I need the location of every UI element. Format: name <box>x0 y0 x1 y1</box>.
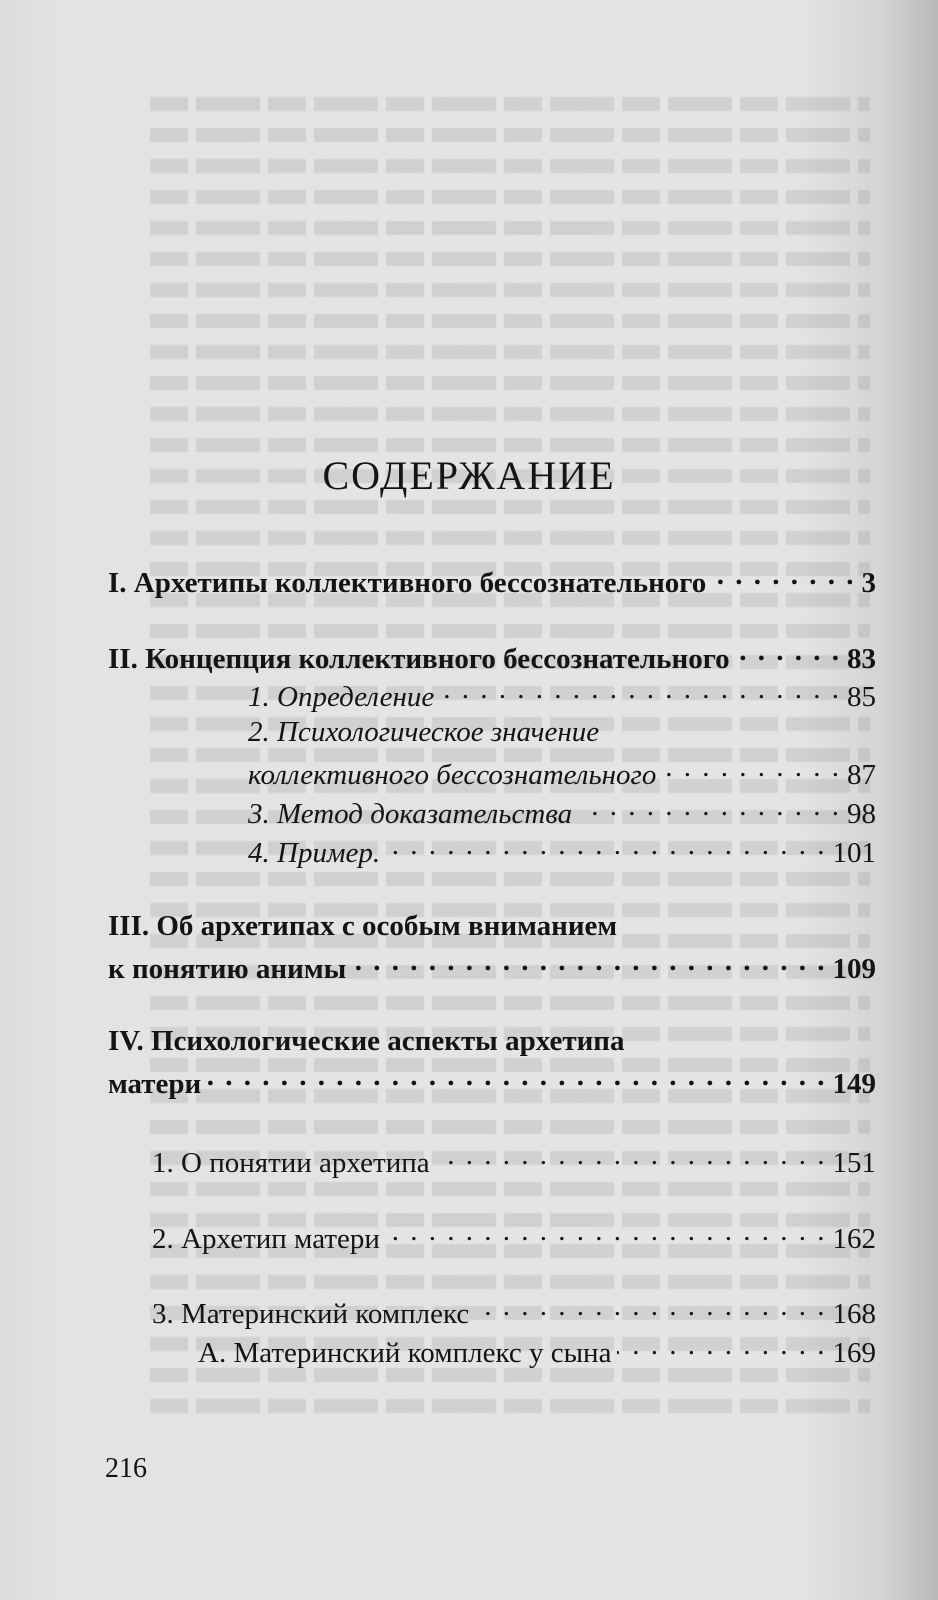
toc-entry-label: 1. О понятии архетипа <box>152 1147 430 1179</box>
toc-entry-page: 3 <box>861 567 876 599</box>
toc-entry-page: 109 <box>832 953 876 985</box>
toc-entry-label: А. Материнский комплекс у сына <box>198 1337 612 1369</box>
toc-entry-4-1[interactable] <box>152 1143 876 1180</box>
toc-entry-4-3[interactable] <box>152 1294 876 1331</box>
toc-entry-label: II. Концепция коллективного бессознательного <box>108 643 730 675</box>
toc-entry-3-line1: III. Об архетипах с особым вниманием <box>108 910 618 942</box>
page-number: 216 <box>105 1453 147 1484</box>
leader-dots <box>352 949 826 978</box>
toc-entry-label: матери <box>108 1068 202 1100</box>
toc-entry-label: коллективного бессознательного <box>248 759 657 791</box>
toc-entry-page: 101 <box>832 837 876 869</box>
leader-dots <box>712 563 855 592</box>
toc-entry-page: 149 <box>832 1068 876 1100</box>
toc-entry-page: 83 <box>847 643 876 675</box>
toc-entry-page: 87 <box>847 759 876 791</box>
leader-dots <box>578 794 841 823</box>
toc-entry-2-2[interactable] <box>248 755 876 792</box>
leader-dots <box>662 755 841 784</box>
toc-entry-label: 3. Материнский комплекс <box>152 1298 470 1330</box>
toc-entry-2-3[interactable] <box>248 794 876 831</box>
leader-dots <box>736 639 841 668</box>
toc-entry-3[interactable] <box>108 949 876 986</box>
toc-entry-page: 168 <box>832 1298 876 1330</box>
leader-dots <box>386 833 826 862</box>
leader-dots <box>436 1143 827 1172</box>
toc-entry-2-1[interactable] <box>248 677 876 714</box>
leader-dots <box>440 677 841 706</box>
toc-entry-2-4[interactable] <box>248 833 876 870</box>
toc-entry-label: 3. Метод доказательства <box>248 798 573 830</box>
toc-entry-page: 169 <box>832 1337 876 1369</box>
toc-entry-4[interactable] <box>108 1064 876 1101</box>
toc-entry-label: к понятию анимы <box>108 953 347 985</box>
leader-dots <box>475 1294 826 1323</box>
leader-dots <box>617 1333 826 1362</box>
leader-dots <box>207 1064 826 1093</box>
toc-entry-label: 2. Архетип матери <box>152 1223 380 1255</box>
toc-entry-label: 1. Определение <box>248 681 435 713</box>
toc-title: СОДЕРЖАНИЕ <box>322 453 616 498</box>
toc-entry-2[interactable] <box>108 639 876 676</box>
toc-entry-page: 98 <box>847 798 876 830</box>
toc-entry-4-line1: IV. Психологические аспекты архетипа <box>108 1025 625 1057</box>
toc-entry-page: 151 <box>832 1147 876 1179</box>
toc-entry-4-3-a[interactable] <box>198 1333 876 1370</box>
toc-entry-2-2-line1: 2. Психологическое значение <box>248 716 600 748</box>
toc-entry-1[interactable] <box>108 563 876 600</box>
leader-dots <box>386 1219 827 1248</box>
toc-entry-page: 85 <box>847 681 876 713</box>
toc-entry-page: 162 <box>832 1223 876 1255</box>
toc-entry-4-2[interactable] <box>152 1219 876 1256</box>
toc-entry-label: I. Архетипы коллективного бессознательного <box>108 567 707 599</box>
toc-entry-label: 4. Пример. <box>248 837 381 869</box>
